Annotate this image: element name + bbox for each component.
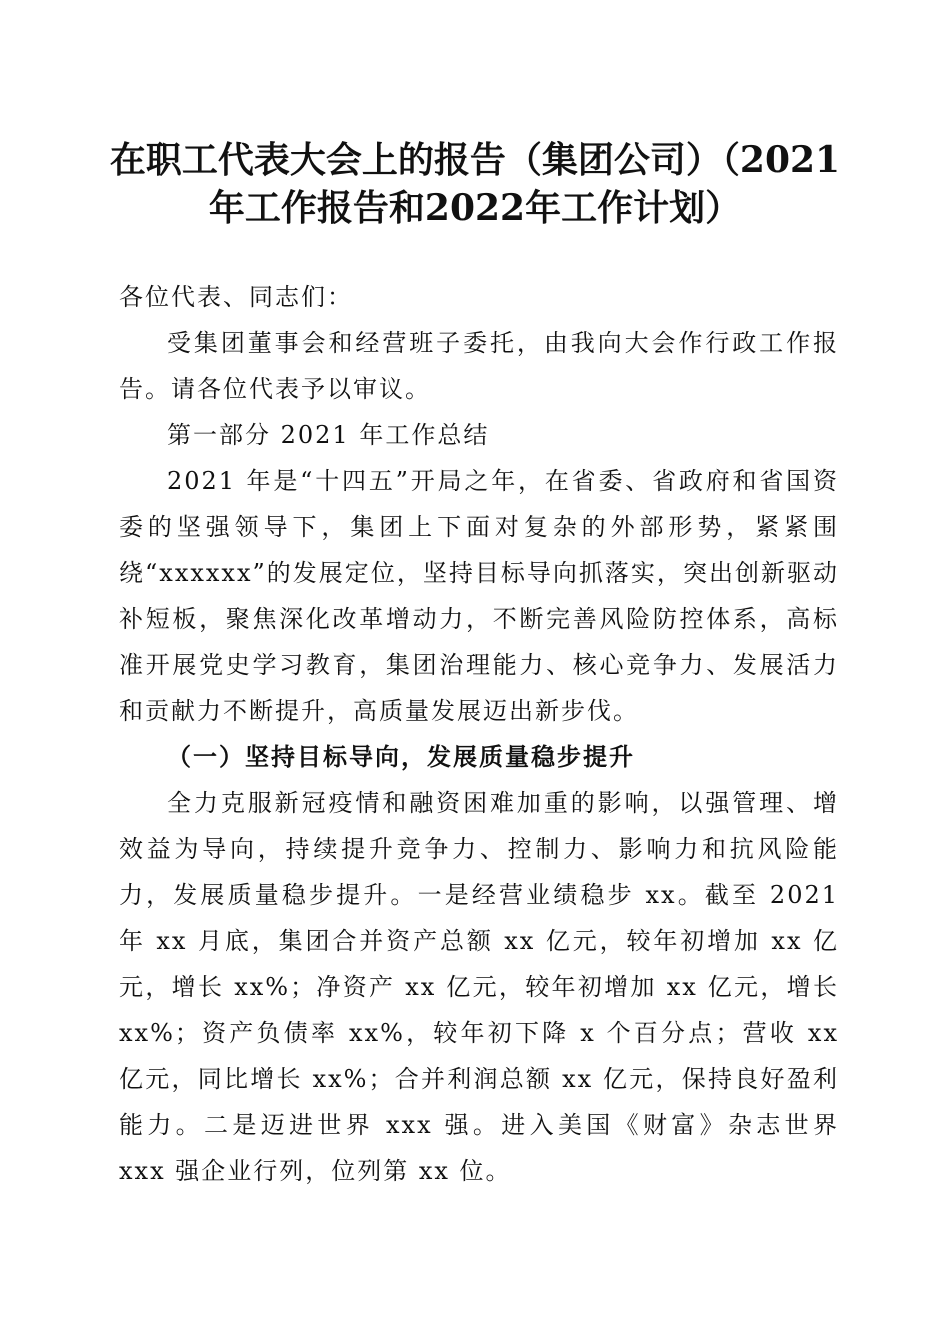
section-one-heading: （一）坚持目标导向，发展质量稳步提升	[167, 742, 635, 771]
summary-paragraph: 2021 年是“十四五”开局之年，在省委、省政府和省国资委的坚强领导下，集团上下面对复杂的外部形势，紧紧围绕“xxxxxx”的发展定位，坚持目标导向抓落实，突出创新驱动补短板，聚焦深化改革增动力，不断完善风险防控体系，高标准开展党史学习教育，集团治理能力、核心竞争力、发展活力和贡献力不断提升，高质量发展迈出新步伐。	[119, 467, 839, 725]
document-title	[100, 136, 850, 232]
title-line-2: 年工作报告和2022年工作计划）	[208, 187, 742, 229]
title-line-1: 在职工代表大会上的报告（集团公司）（2021	[109, 139, 841, 181]
document-body	[119, 274, 839, 1194]
section-one-paragraph: 全力克服新冠疫情和融资困难加重的影响，以强管理、增效益为导向，持续提升竞争力、控制力、影响力和抗风险能力，发展质量稳步提升。一是经营业绩稳步 xx。截至 2021 年 xx 月底，集团合并资产总额 xx 亿元，较年初增加 xx 亿元，增长 xx%；净资产 xx 亿元，较年初增加 xx 亿元，增长 xx%；资产负债率 xx%，较年初下降 x 个百分点；营收 xx 亿元，同比增长 xx%；合并利润总额 xx 亿元，保持良好盈利能力。二是迈进世界 xxx 强。进入美国《财富》杂志世界 xxx 强企业行列，位列第 xx 位。	[119, 789, 839, 1185]
intro-paragraph: 受集团董事会和经营班子委托，由我向大会作行政工作报告。请各位代表予以审议。	[119, 329, 839, 403]
salutation: 各位代表、同志们：	[119, 283, 353, 311]
part-one-heading: 第一部分 2021 年工作总结	[167, 421, 490, 449]
